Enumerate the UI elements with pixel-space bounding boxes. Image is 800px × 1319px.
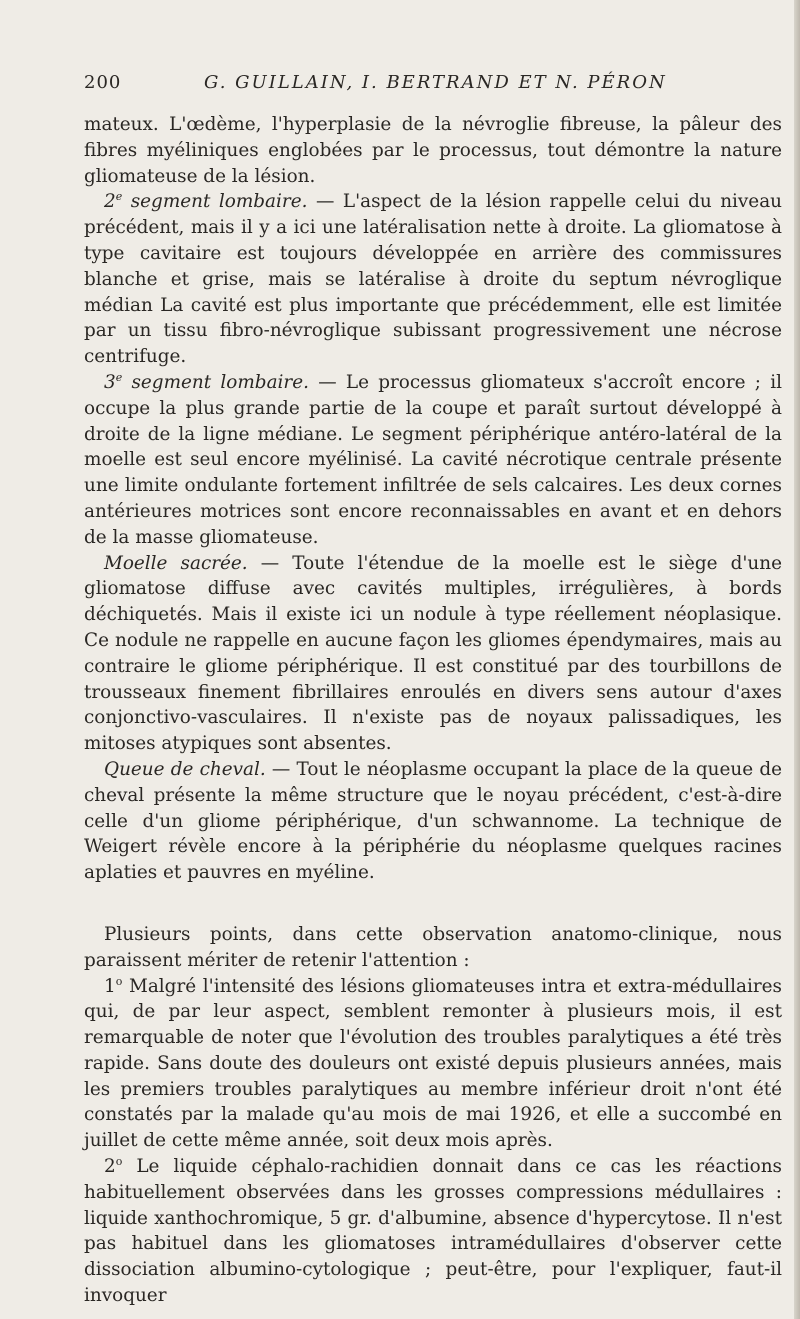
section-gap: [84, 886, 782, 922]
paragraph-segment-lombaire-2: 2e segment lombaire. — L'aspect de la lésion rappelle celui du niveau précédent, mais il y a ici une latéralisation nette à droite. La gliomatose à type cavitaire est toujours développée en arrière des commissures blanche et grise, mais se latéralise à droite du septum névroglique médian La cavité est plus importante que précédemment, elle est limitée par un tissu fibro-névroglique subissant progressivement une nécrose centrifuge.: [84, 190, 783, 368]
section-heading: 2e segment lombaire.: [104, 190, 308, 213]
paragraph-segment-lombaire-3: 3e segment lombaire. — Le processus gliomateux s'accroît encore ; il occupe la plus grande partie de la coupe et paraît surtout développé à droite de la ligne médiane. Le segment périphérique antéro-latéral de la moelle est seul encore myélinisé. La cavité nécrotique centrale présente une limite ondulante fortement infiltrée de sels calcaires. Les deux cornes antérieures motrices sont encore reconnaissables en avant et en dehors de la masse gliomateuse.: [84, 370, 782, 548]
running-title: G. GUILLAIN, I. BERTRAND ET N. PÉRON: [204, 72, 667, 93]
paragraph-queue-de-cheval: Queue de cheval. — Tout le néoplasme occupant la place de la queue de cheval présente la même structure que le noyau précédent, c'est-à-dire celle d'un gliome périphérique, d'un schwannome. La technique de Weigert révèle encore à la périphérie du néoplasme quelques racines aplaties et pauvres en myéline.: [84, 758, 782, 884]
page-number: 200: [84, 72, 122, 93]
paragraph-continuation: mateux. L'œdème, l'hyperplasie de la névroglie fibreuse, la pâleur des fibres myéliniques englobées par le processus, tout démontre la nature gliomateuse de la lésion.: [84, 114, 782, 187]
paragraph-point-2: 2$^o$ Le liquide céphalo-rachidien donnait dans ce cas les réactions habituellement observées dans les grosses compressions médullaires : liquide xanthochromique, 5 gr. d'albumine, absence d'hypercytose. Il n'est pas habituel dans les gliomatoses intramédullaires d'observer cette dissociation albumino-cytologique ; peut-être, pour l'expliquer, faut-il invoquer: [84, 1154, 782, 1307]
paragraph-moelle-sacree: Moelle sacrée. — Toute l'étendue de la moelle est le siège d'une gliomatose diffuse avec cavités multiples, irrégulières, à bords déchiquetés. Mais il existe ici un nodule à type réellement néoplasique. Ce nodule ne rappelle en aucune façon les gliomes épendymaires, mais au contraire le gliome périphérique. Il est constitué par des tourbillons de trousseaux finement fibrillaires enroulés en divers sens autour d'axes conjonctivo-vasculaires. Il n'existe pas de noyaux palissadiques, les mitoses atypiques sont absentes.: [84, 552, 782, 755]
section-heading: Moelle sacrée.: [104, 552, 248, 574]
section-heading: Queue de cheval.: [104, 758, 266, 780]
page-body: [84, 112, 782, 1309]
section-heading: 3e segment lombaire.: [104, 370, 309, 393]
paragraph-points: Plusieurs points, dans cette observation anatomo-clinique, nous paraissent mériter de retenir l'attention :: [84, 923, 782, 971]
paragraph-point-1: 1$^o$ Malgré l'intensité des lésions gliomateuses intra et extra-médullaires qui, de par leur aspect, semblent remonter à plusieurs mois, il est remarquable de noter que l'évolution des troubles paralytiques a été très rapide. Sans doute des douleurs ont existé depuis plusieurs années, mais les premiers troubles paralytiques au membre inférieur droit n'ont été constatés par la malade qu'au mois de mai 1926, et elle a succombé en juillet de cette même année, soit deux mois après.: [84, 974, 782, 1152]
page-edge-shadow: [794, 0, 800, 1319]
